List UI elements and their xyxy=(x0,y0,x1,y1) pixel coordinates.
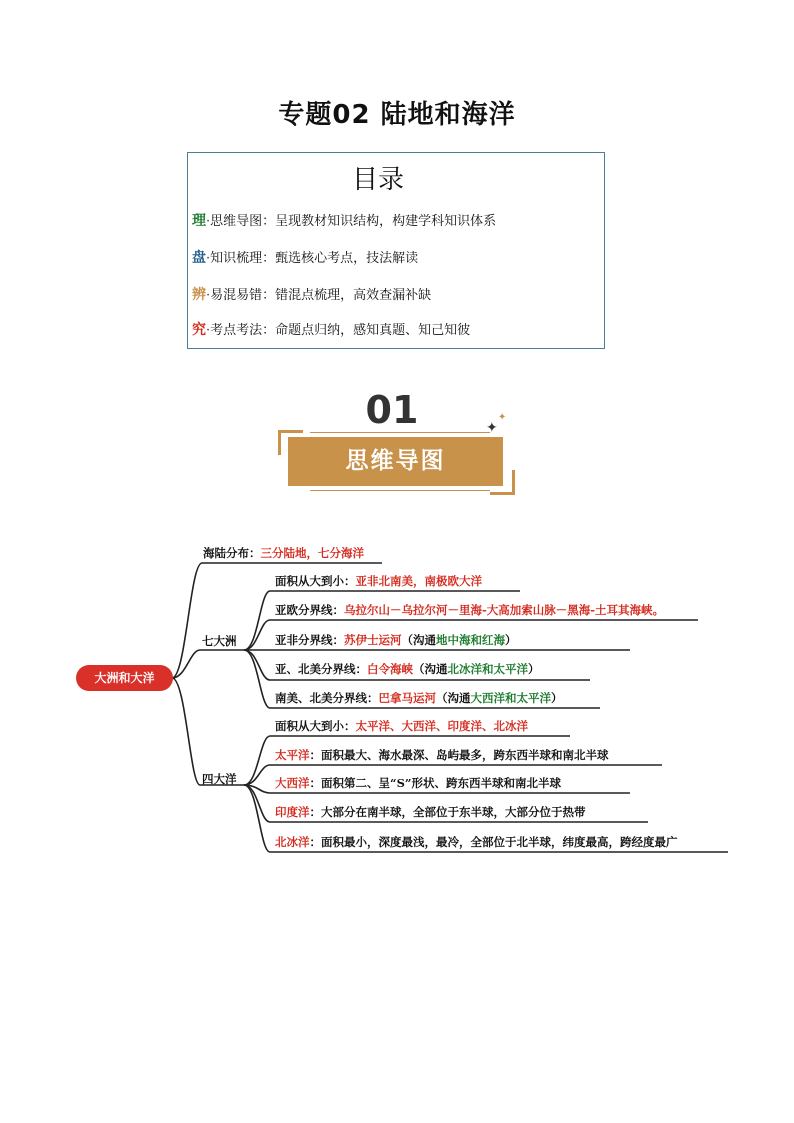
leaf-note: （沟通 xyxy=(413,662,448,676)
mindmap-leaf xyxy=(275,718,528,734)
section-banner: 思维导图 xyxy=(288,437,503,486)
mindmap-leaf xyxy=(275,602,664,618)
leaf-desc: ：面积最大、海水最深、岛屿最多，跨东西半球和南北半球 xyxy=(309,748,609,762)
toc-desc: 呈现教材知识结构，构建学科知识体系 xyxy=(275,214,497,229)
sparkle-icon: ✦ xyxy=(486,420,498,436)
mindmap-leaf xyxy=(275,632,517,648)
leaf-note: ） xyxy=(551,691,563,705)
leaf-note: （沟通 xyxy=(436,691,471,705)
toc-item-mindmap: 理·思维导图：呈现教材知识结构，构建学科知识体系 xyxy=(192,213,497,229)
toc-name: 知识梳理 xyxy=(210,251,263,266)
mindmap-leaf xyxy=(275,775,561,791)
toc-desc: 命题点归纳，感知真题、知己知彼 xyxy=(275,323,471,338)
leaf-desc: ：大部分在南半球，全部位于东半球，大部分位于热带 xyxy=(309,805,586,819)
mindmap-leaf xyxy=(275,573,482,589)
section-number: 01 xyxy=(365,388,419,432)
toc-item-knowledge: 盘·知识梳理：甄选核心考点，技法解读 xyxy=(192,250,419,266)
mindmap-node-continents: 七大洲 xyxy=(202,634,237,648)
leaf-note-highlight: 大西洋和太平洋 xyxy=(470,691,551,705)
leaf-name: 大西洋 xyxy=(275,776,310,790)
leaf-desc: ：面积第二、呈“S”形状、跨东西半球和南北半球 xyxy=(309,776,562,790)
toc-heading: 目录 xyxy=(351,165,404,195)
toc-key: 理 xyxy=(192,213,206,229)
sparkle-icon: ✦ xyxy=(498,412,507,423)
leaf-name: 印度洋 xyxy=(275,805,310,819)
toc-item-confusions: 辨·易混易错：错混点梳理，高效查漏补缺 xyxy=(192,287,432,303)
toc-key: 辨 xyxy=(192,287,206,303)
leaf-name: 太平洋 xyxy=(275,748,310,762)
leaf-label: 亚欧分界线： xyxy=(275,603,344,617)
leaf-value: 亚非北南美，南极欧大洋 xyxy=(355,574,482,588)
leaf-note: （沟通 xyxy=(401,633,436,647)
leaf-label: 面积从大到小： xyxy=(275,719,356,733)
mindmap-leaf xyxy=(275,804,586,820)
leaf-value: 乌拉尔山－乌拉尔河－里海-大高加索山脉－黑海-土耳其海峡。 xyxy=(344,603,665,617)
node-value: 三分陆地，七分海洋 xyxy=(260,546,364,560)
leaf-value: 白令海峡 xyxy=(367,662,413,676)
leaf-note-highlight: 北冰洋和太平洋 xyxy=(447,662,528,676)
leaf-label: 亚非分界线： xyxy=(275,633,344,647)
page-title: 专题02 陆地和海洋 xyxy=(278,100,516,130)
leaf-value: 太平洋、大西洋、印度洋、北冰洋 xyxy=(355,719,528,733)
mindmap-root: 大洲和大洋 xyxy=(76,665,173,691)
leaf-value: 苏伊士运河 xyxy=(344,633,402,647)
leaf-label: 南美、北美分界线： xyxy=(275,691,379,705)
toc-key: 究 xyxy=(192,322,206,338)
mindmap-leaf xyxy=(275,747,609,763)
toc-desc: 甄选核心考点，技法解读 xyxy=(275,251,419,266)
leaf-value: 巴拿马运河 xyxy=(378,691,436,705)
mindmap-leaf xyxy=(275,834,678,850)
toc-name: 易混易错 xyxy=(210,288,263,303)
leaf-label: 面积从大到小： xyxy=(275,574,356,588)
mindmap-node-oceans: 四大洋 xyxy=(202,772,237,786)
leaf-note: ） xyxy=(505,633,517,647)
mindmap-node-distribution xyxy=(203,545,364,561)
leaf-desc: ：面积最小，深度最浅，最冷，全部位于北半球，纬度最高，跨经度最广 xyxy=(309,835,678,849)
node-label: 海陆分布： xyxy=(203,546,261,560)
toc-name: 考点考法 xyxy=(210,323,263,338)
leaf-note: ） xyxy=(528,662,540,676)
mindmap-leaf xyxy=(275,690,563,706)
toc-desc: 错混点梳理，高效查漏补缺 xyxy=(275,288,432,303)
leaf-note-highlight: 地中海和红海 xyxy=(436,633,505,647)
leaf-label: 亚、北美分界线： xyxy=(275,662,367,676)
toc-item-exam-points: 究·考点考法：命题点归纳，感知真题、知己知彼 xyxy=(192,322,471,338)
mindmap-leaf xyxy=(275,661,540,677)
leaf-name: 北冰洋 xyxy=(275,835,310,849)
toc-key: 盘 xyxy=(192,250,206,266)
toc-name: 思维导图 xyxy=(210,214,263,229)
